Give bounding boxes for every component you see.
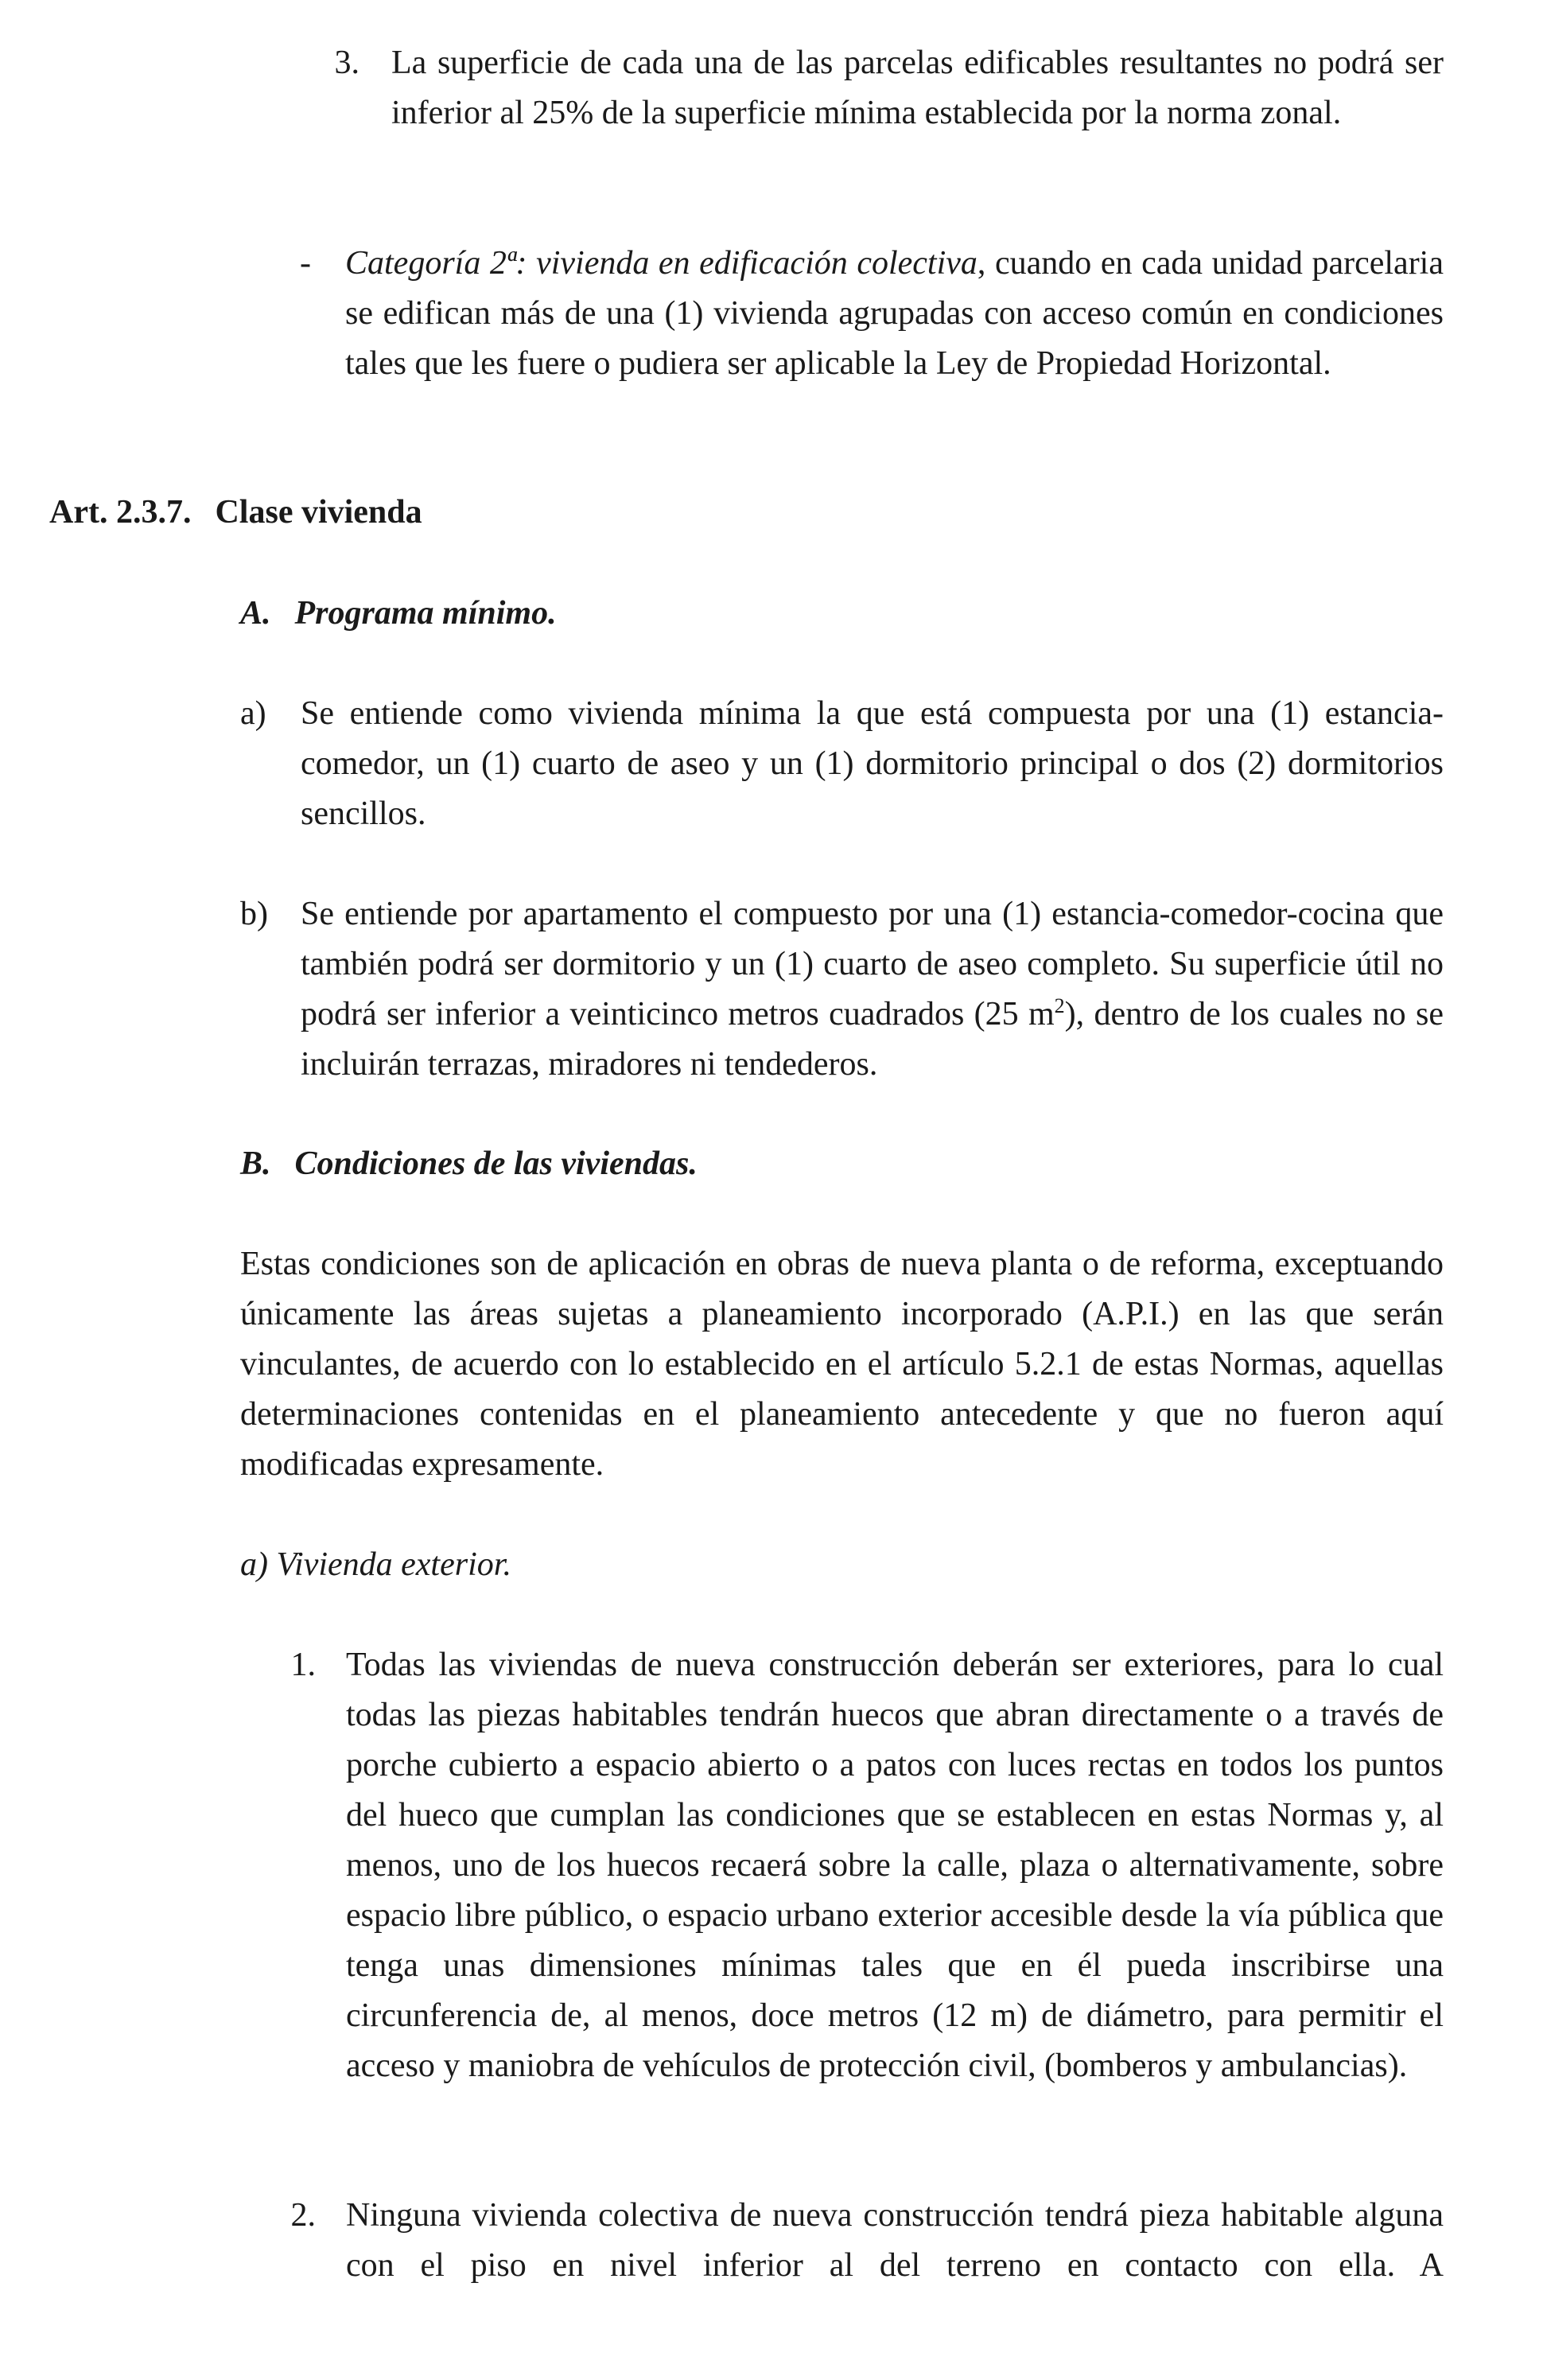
list-item-3: [326, 38, 1444, 138]
program-item-a-label: a): [240, 695, 266, 732]
section-a-heading: [240, 589, 557, 639]
program-item-b-text-part2: ), dentro de los cuales no se incluirán terrazas, miradores ni tendederos.: [301, 996, 1444, 1083]
list-item-number: 2.: [290, 2197, 316, 2234]
dash-marker: -: [300, 245, 311, 282]
program-item-b-text-part1: Se entiende por apartamento el compuesto por una (1) estancia-comedor-cocina que también podrá ser dormitorio y un (1) cuarto de aseo completo. Su superficie útil no podrá ser inferior a veinticinco metros cuadrados (25 m: [301, 896, 1444, 1032]
article-title: Clase vivienda: [215, 494, 422, 531]
list-item-number: 1.: [290, 1647, 316, 1683]
categoria-2-title: Categoría 2ª: vivienda en edificación colectiva: [345, 245, 977, 282]
section-b-title: Condiciones de las viviendas.: [294, 1145, 698, 1182]
vivienda-exterior-item-2: [282, 2191, 1444, 2291]
article-number: Art. 2.3.7.: [49, 494, 192, 531]
categoria-2-rest: , cuando en cada unidad parcelaria se edifican más de una (1) vivienda agrupadas con acceso común en condiciones tales que les fuere o pudiera ser aplicable la Ley de Propiedad Horizontal.: [345, 245, 1444, 382]
superscript-2: 2: [1054, 994, 1065, 1017]
section-a-letter: A.: [240, 595, 271, 632]
list-item-text: Todas las viviendas de nueva construcción deberán ser exteriores, para lo cual todas las piezas habitables tendrán huecos que abran directamente o a través de porche cubierto a espacio abierto o a patos con luces rectas en todos los puntos del hueco que cumplan las condiciones que se establecen en estas Normas y, al menos, uno de los huecos recaerá sobre la calle, plaza o alternativamente, sobre espacio libre público, o espacio urbano exterior accesible desde la vía pública que tenga unas dimensiones mínimas tales que en él pueda inscribirse una circunferencia de, al menos, doce metros (12 m) de diámetro, para permitir el acceso y maniobra de vehículos de protección civil, (bomberos y ambulancias).: [346, 1647, 1444, 2084]
program-item-a: [240, 689, 1444, 839]
list-item-text: La superficie de cada una de las parcelas edificables resultantes no podrá ser inferior al 25% de la superficie mínima establecida por la norma zonal.: [391, 45, 1444, 131]
article-heading: [49, 488, 422, 538]
program-item-b-text: [301, 889, 1444, 1090]
categoria-2-paragraph: [300, 239, 1444, 389]
program-item-a-text: Se entiende como vivienda mínima la que está compuesta por una (1) estancia-comedor, un (1) cuarto de aseo y un (1) dormitorio principal o dos (2) dormitorios sencillos.: [301, 695, 1444, 832]
section-b-heading: [240, 1139, 698, 1189]
categoria-2-text: [345, 239, 1444, 389]
section-a-title: Programa mínimo.: [294, 595, 557, 632]
program-item-b-label: b): [240, 896, 268, 932]
vivienda-exterior-item-1: [282, 1640, 1444, 2091]
conditions-paragraph: Estas condiciones son de aplicación en obras de nueva planta o de reforma, exceptuando únicamente las áreas sujetas a planeamiento incorporado (A.P.I.) en las que serán vinculantes, de acuerdo con lo establecido en el artículo 5.2.1 de estas Normas, aquellas determinaciones contenidas en el planeamiento antecedente y que no fueron aquí modificadas expresamente.: [240, 1246, 1444, 1483]
vivienda-exterior-label: a) Vivienda exterior.: [240, 1546, 511, 1583]
list-item-number: 3.: [334, 45, 360, 81]
list-item-text: Ninguna vivienda colectiva de nueva construcción tendrá pieza habitable alguna con el piso en nivel inferior al del terreno en contacto con ella. A: [346, 2197, 1444, 2284]
program-item-b: [240, 889, 1444, 1090]
section-b-letter: B.: [240, 1145, 271, 1182]
